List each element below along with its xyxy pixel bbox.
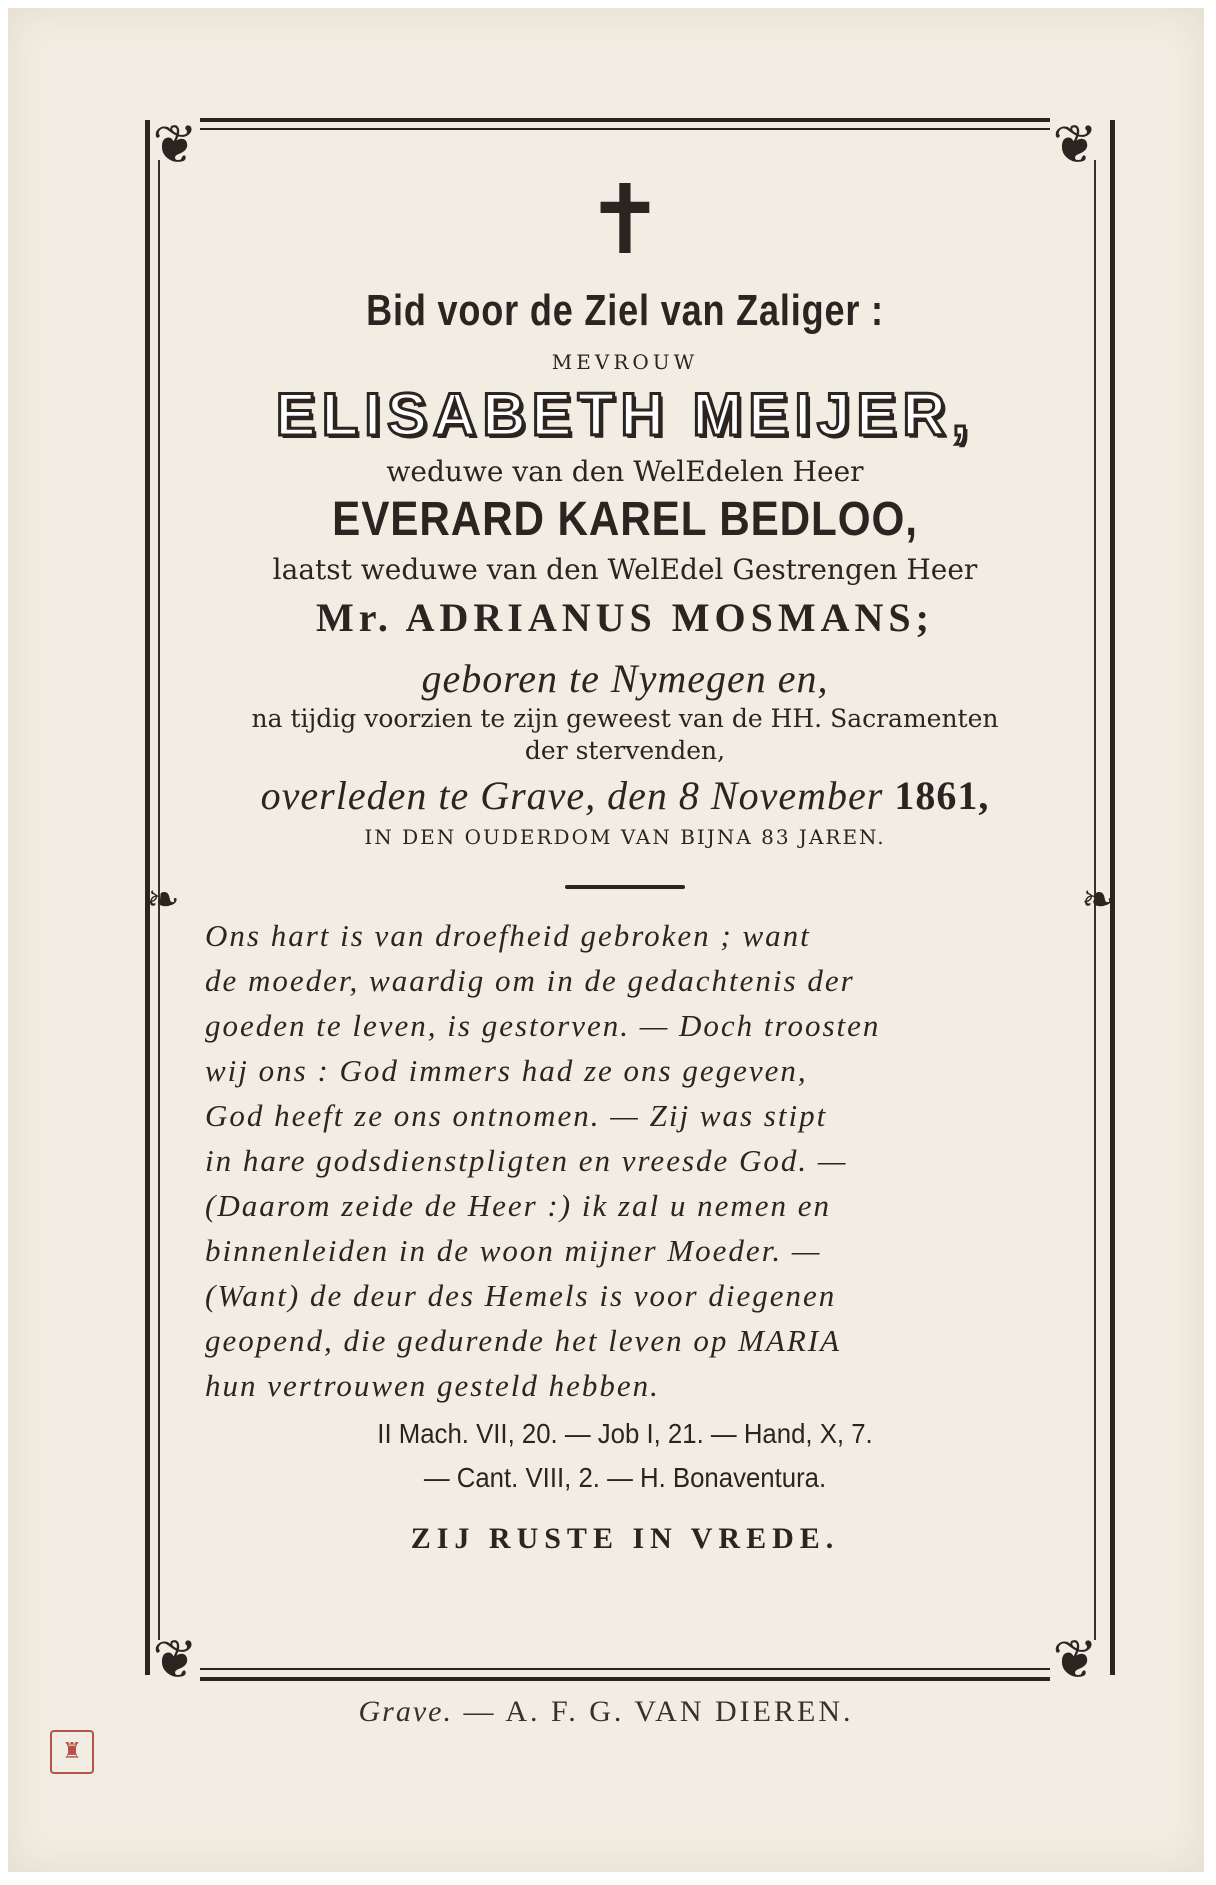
prayer-line: goeden te leven, is gestorven. — Doch troosten (205, 1008, 881, 1043)
divider (565, 885, 685, 889)
side-ornament-icon: ❧ (1081, 877, 1115, 923)
corner-ornament-icon: ❦ (152, 113, 198, 176)
prayer-line: binnenleiden in de woon mijner Moeder. — (205, 1233, 822, 1268)
death-text: overleden te Grave, den 8 November (260, 773, 884, 818)
prayer-line: geopend, die gedurende het leven op MARIA (205, 1323, 842, 1358)
printer-place: Grave. (358, 1695, 453, 1728)
deceased-name: ELISABETH MEIJER, (275, 381, 975, 448)
heading: Bid voor de Ziel van Zaliger : (366, 286, 884, 335)
cross-icon: ✝ (584, 164, 666, 276)
first-husband: EVERARD KAREL BEDLOO, (332, 493, 918, 546)
sacraments-line-2: der stervenden, (524, 736, 726, 765)
printer-name: — A. F. G. VAN DIEREN. (463, 1695, 854, 1728)
closing-line: ZIJ RUSTE IN VREDE. (410, 1522, 840, 1555)
birth-line: geboren te Nymegen en, (421, 656, 829, 701)
death-year: 1861, (894, 773, 990, 818)
top-rule-thin (200, 128, 1050, 130)
corner-ornament-icon: ❦ (1052, 1628, 1098, 1691)
top-rule (200, 118, 1050, 122)
prayer-line: hun vertrouwen gesteld hebben. (205, 1368, 660, 1403)
age-line: IN DEN OUDERDOM VAN BIJNA 83 JAREN. (364, 825, 886, 849)
prayer-line: in hare godsdienstpligten en vreesde God. — (205, 1143, 848, 1178)
corner-ornament-icon: ❦ (152, 1628, 198, 1691)
prayer-line: (Want) de deur des Hemels is voor diegenen (205, 1278, 837, 1313)
reference-line: — Cant. VIII, 2. — H. Bonaventura. (423, 1462, 827, 1493)
reference-line: II Mach. VII, 20. — Job I, 21. — Hand, X, 7. (377, 1418, 873, 1449)
printer-imprint (8, 1695, 1204, 1729)
prayer-line: (Daarom zeide de Heer :) ik zal u nemen en (205, 1188, 832, 1223)
scripture-references (211, 1412, 1039, 1500)
prayer-line: de moeder, waardig om in de gedachtenis der (205, 963, 855, 998)
death-line (175, 772, 1075, 819)
side-ornament-icon: ❧ (146, 877, 180, 923)
second-husband: Mr. ADRIANUS MOSMANS; (316, 595, 934, 640)
prayer-line: God heeft ze ons ontnomen. — Zij was stipt (205, 1098, 828, 1133)
title-prefix: MEVROUW (551, 350, 699, 374)
bottom-rule-thin (200, 1668, 1050, 1670)
prayer-line: Ons hart is van droefheid gebroken ; want (205, 918, 811, 953)
corner-ornament-icon: ❦ (1052, 113, 1098, 176)
stamp-icon: ♜ (50, 1730, 94, 1774)
widow-line-2: laatst weduwe van den WelEdel Gestrengen Heer (272, 553, 978, 586)
sacraments-line-1: na tijdig voorzien te zijn geweest van de HH. Sacramenten (251, 704, 999, 733)
widow-line-1: weduwe van den WelEdelen Heer (386, 455, 864, 488)
prayer-text (175, 913, 1075, 1408)
card-content (175, 160, 1075, 1556)
bottom-rule (200, 1677, 1050, 1681)
prayer-line: wij ons : God immers had ze ons gegeven, (205, 1053, 808, 1088)
